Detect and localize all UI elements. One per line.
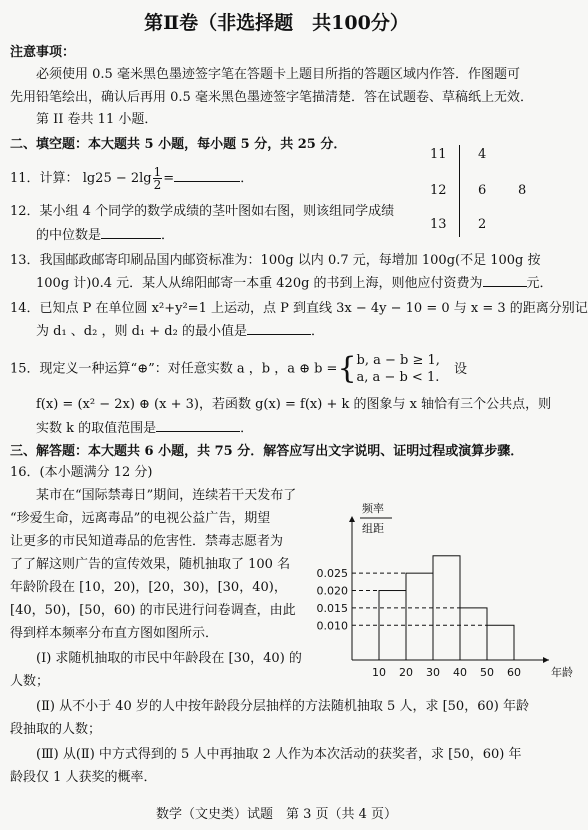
x-tick-label: 20: [399, 666, 413, 679]
histogram-bar: [460, 608, 487, 660]
x-tick-label: 40: [453, 666, 467, 679]
y-tick-label: 0.015: [316, 601, 348, 615]
q11-fraction: $\frac{1}{2}$: [153, 165, 162, 192]
q15-line-2: f(x) = (x² − 2x) ⊕ (x + 3)，若函数 g(x) = f(x) + k 的图象与 x 轴恰有三个公共点，则: [36, 397, 552, 412]
x-tick-label: 30: [426, 666, 440, 679]
q14-answer-blank: [247, 320, 311, 335]
y-axis-arrow: [349, 516, 355, 522]
q12-answer-blank: [101, 224, 161, 239]
x-tick-label: 50: [480, 666, 494, 679]
stem-leaf-row: 11 4: [430, 147, 487, 162]
x-axis-label: 年龄: [551, 666, 573, 679]
q11-eq: =: [163, 171, 175, 186]
notes-line-3: 第 II 卷共 11 小题．: [36, 112, 158, 127]
x-tick-label: 60: [507, 666, 521, 679]
notes-line-1: 必须使用 0.5 毫米黑色墨迹签字笔在答题卡上题目所指的答题区域内作答．作图题可: [36, 67, 520, 82]
stem-leaf-row: 13 2: [430, 217, 487, 232]
q16-sub-3-line: (Ⅲ) 从(Ⅱ) 中方式得到的 5 人中再抽取 2 人作为本次活动的获奖者，求 [50，60) 年: [36, 747, 522, 762]
notes-line-2: 先用铅笔绘出，确认后再用 0.5 毫米黑色墨迹签字笔描清楚．答在试题卷、草稿纸上无效．: [10, 90, 533, 105]
x-axis-arrow: [543, 657, 549, 663]
q16-paragraph-line: 让更多的市民知道毒品的危害性．禁毒志愿者为: [10, 534, 284, 549]
q11-answer-blank: [174, 167, 240, 182]
y-tick-label: 0.010: [316, 619, 348, 633]
q13-line-2: 100g 计)0.4 元．某人从绵阳邮寄一本重 420g 的书到上海，则他应付资费为 元．: [36, 272, 553, 295]
q11-num: 11．: [10, 171, 40, 186]
section-2-heading: 二、填空题：本大题共 5 小题，每小题 5 分，共 25 分．: [10, 137, 347, 152]
y-axis-label-bottom: 组距: [362, 522, 384, 535]
q14-line-2: 为 d₁ 、d₂ ，则 d₁ + d₂ 的最小值是 ．: [36, 320, 324, 343]
question-11: [10, 166, 253, 191]
q16-paragraph-line: “珍爱生命，远离毒品”的电视公益广告，期望: [10, 511, 271, 526]
q13-answer-blank: [483, 272, 527, 287]
q15-answer-blank: [156, 417, 240, 432]
histogram-bar: [487, 625, 514, 660]
y-tick-label: 0.025: [316, 567, 348, 581]
q16-sub-1-line: 人数；: [10, 674, 50, 689]
q16-sub-2-line: (Ⅱ) 从不小于 40 岁的人中按年龄段分层抽样的方法随机抽取 5 人，求 [50，60) 年龄: [36, 699, 529, 714]
frequency-histogram: [300, 490, 573, 690]
q14-line-1: 14．已知点 P 在单位圆 x²+y²=1 上运动，点 P 到直线 3x − 4y − 10 = 0 与 x = 3 的距离分别记: [10, 301, 588, 316]
stem-leaf-plot: [420, 143, 540, 239]
q16-sub-2-line: 段抽取的人数；: [10, 722, 102, 737]
histogram-bar: [406, 573, 433, 660]
q16-header: 16．(本小题满分 12 分): [10, 465, 153, 480]
q16-paragraph-line: [40，50)，[50，60) 的市民进行问卷调查，由此: [10, 603, 296, 618]
q11-end: ．: [240, 171, 254, 186]
y-tick-label: 0.020: [316, 584, 348, 598]
q15-line-1: 15．现定义一种运算“⊕”：对任意实数 a ，b ，a ⊕ b ={ b, a − b ≥ 1, a, a − b < 1. 设: [10, 351, 467, 386]
q11-prefix: 计算：: [39, 171, 79, 186]
stem-leaf-row: 12 6 8: [430, 183, 527, 198]
y-axis-label-top: 频率: [362, 502, 384, 515]
x-tick-label: 10: [372, 666, 386, 679]
q16-sub-3-line: 龄段仅 1 人获奖的概率．: [10, 770, 157, 785]
q16-sub-1-line: (Ⅰ) 求随机抽取的市民中年龄段在 [30，40) 的: [36, 651, 302, 666]
q12-line-1: 12．某小组 4 个同学的数学成绩的茎叶图如右图，则该组同学成绩: [10, 204, 395, 219]
q16-paragraph-line: 年龄阶段在 [10，20)，[20，30)，[30，40)，: [10, 580, 287, 595]
q13-line-1: 13．我国邮政邮寄印刷品国内邮资标准为：100g 以内 0.7 元，每增加 100g(不足 100g 按: [10, 253, 541, 268]
q12-line-2: 的中位数是 ．: [36, 224, 174, 247]
q16-paragraph-line: 得到样本频率分布直方图如图所示．: [10, 626, 219, 641]
section-3-heading: 三、解答题：本大题共 6 小题，共 75 分．解答应写出文字说明、证明过程或演算步骤．: [10, 444, 524, 459]
page-title: 第Ⅱ卷（非选择题 共100分）: [144, 12, 409, 34]
q16-paragraph-line: 某市在“国际禁毒日”期间，连续若干天发布了: [36, 488, 297, 503]
page-footer: 数学（文史类）试题 第 3 页（共 4 页）: [155, 807, 398, 822]
q11-expr: lg25 − 2lg: [82, 171, 152, 186]
q15-line-3: 实数 k 的取值范围是 ．: [36, 417, 253, 440]
q16-paragraph-line: 了了解这则广告的宣传效果，随机抽取了 100 名: [10, 557, 291, 572]
notes-heading: 注意事项：: [10, 45, 76, 60]
